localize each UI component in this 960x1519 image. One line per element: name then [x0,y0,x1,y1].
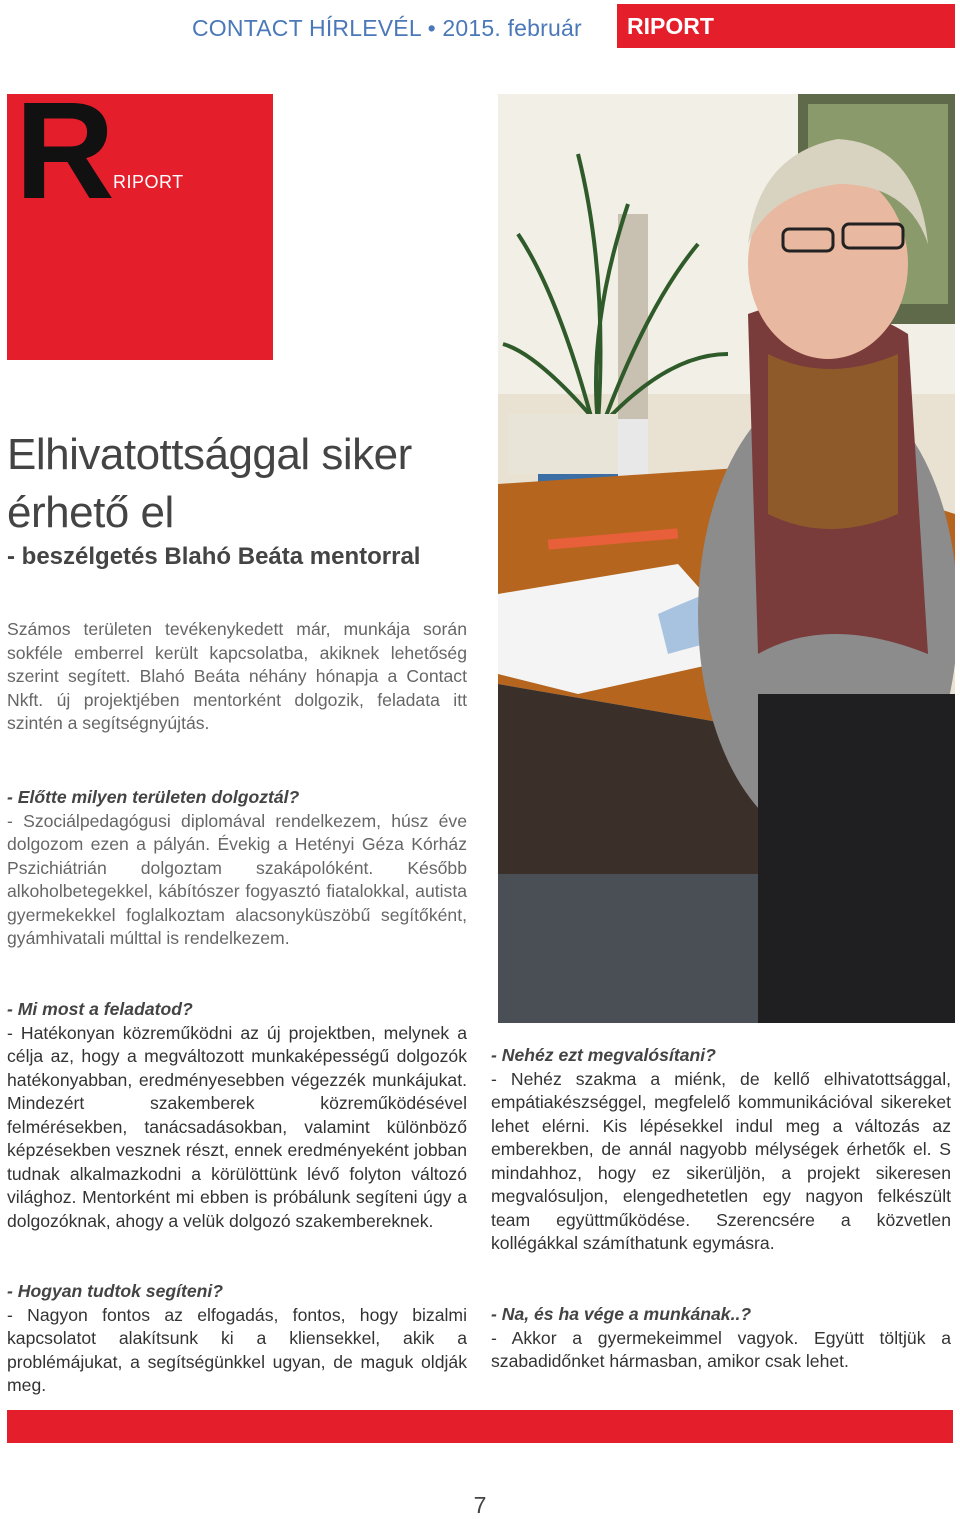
question: - Na, és ha vége a munkának..? [491,1304,752,1324]
section-badge: RIPORT [617,4,955,48]
answer: - Nagyon fontos az elfogadás, fontos, hogy bizalmi kapcsolatot alakítsunk ki a kliensekkel, akik a problémájukat, a segítségünkkel ugyan, de maguk oldják meg. [7,1304,467,1395]
answer: - Nehéz szakma a miénk, de kellő elhivatottsággal, empátiakészséggel, megfelelő kommunikációval sikereket lehet elérni. Kis lépésekkel indul meg a változás az emberekben, de annál nagyobb mélységek érhetők el. S mindahhoz, hogy ez sikerüljön, a projekt sikeresen megvalósuljon, elengedhetetlen egy nagyon felkészült team együttműködése. Szerencsére a közvetlen kollégákkal számíthatunk egymásra. [491,1068,951,1253]
photo-illustration [498,94,955,1023]
page-number: 7 [473,1492,487,1518]
qa-block-5 [491,1303,951,1374]
article-subtitle: - beszélgetés Blahó Beáta mentorral [7,543,421,570]
logo-label: RIPORT [113,172,184,192]
title-line-1: Elhivatottsággal siker [7,430,412,479]
answer: - Akkor a gyermekeimmel vagyok. Együtt töltjük a szabadidőnket hármasban, amikor csak lehet. [491,1327,951,1371]
qa-block-3 [7,1280,467,1398]
riport-logo-box [7,74,273,360]
article-lead: Számos területen tevékenykedett már, munkája során sokféle emberrel került kapcsolatba, akiknek lehetőség szerint segített. Blahó Beáta néhány hónapja a Contact Nkft. új projektjében mentorként dolgozik, feladata itt szintén a segítségnyújtás. [7,619,467,733]
article-title [7,426,487,542]
question: - Előtte milyen területen dolgoztál? [7,787,300,807]
question: - Nehéz ezt megvalósítani? [491,1045,716,1065]
question: - Mi most a feladatod? [7,999,193,1019]
question: - Hogyan tudtok segíteni? [7,1281,224,1301]
answer: - Szociálpedagógusi diplomával rendelkezem, húsz éve dolgozom ezen a pályán. Évekig a Hetényi Géza Kórház Pszichiátrián dolgoztam szakápolóként. Később alkoholbetegekkel, kábítószer fogyasztó fiatalokkal, autista gyermekekkel foglalkoztam alacsonyküszöbű segítőként, gyámhivatali múlttal is rendelkezem. [7,810,467,948]
qa-block-1 [7,786,467,951]
publication-header: CONTACT HÍRLEVÉL • 2015. február [192,15,582,41]
logo-letter: R [15,74,115,228]
answer: - Hatékonyan közreműködni az új projektben, melynek a célja az, hogy a megváltozott munkaképességű dolgozók hatékonyabban, eredményesebben végezzék munkájukat. Mindezért szakemberek közreműködésével felmérésekben, tanácsadásokban, valamint különböző képzésekben vesznek részt, ennek eredményeként jobban tudnak alkalmazkodni a körülöttünk lévő folyton változó világhoz. Mentorként mi ebben is próbálunk segíteni úgy a dolgozóknak, ahogy a velük dolgozó szakembereknek. [7,1022,467,1231]
footer-bar [7,1410,953,1443]
qa-block-4 [491,1044,951,1256]
interview-photo [498,94,955,1023]
title-line-2: érhető el [7,488,174,537]
qa-block-2 [7,998,467,1233]
